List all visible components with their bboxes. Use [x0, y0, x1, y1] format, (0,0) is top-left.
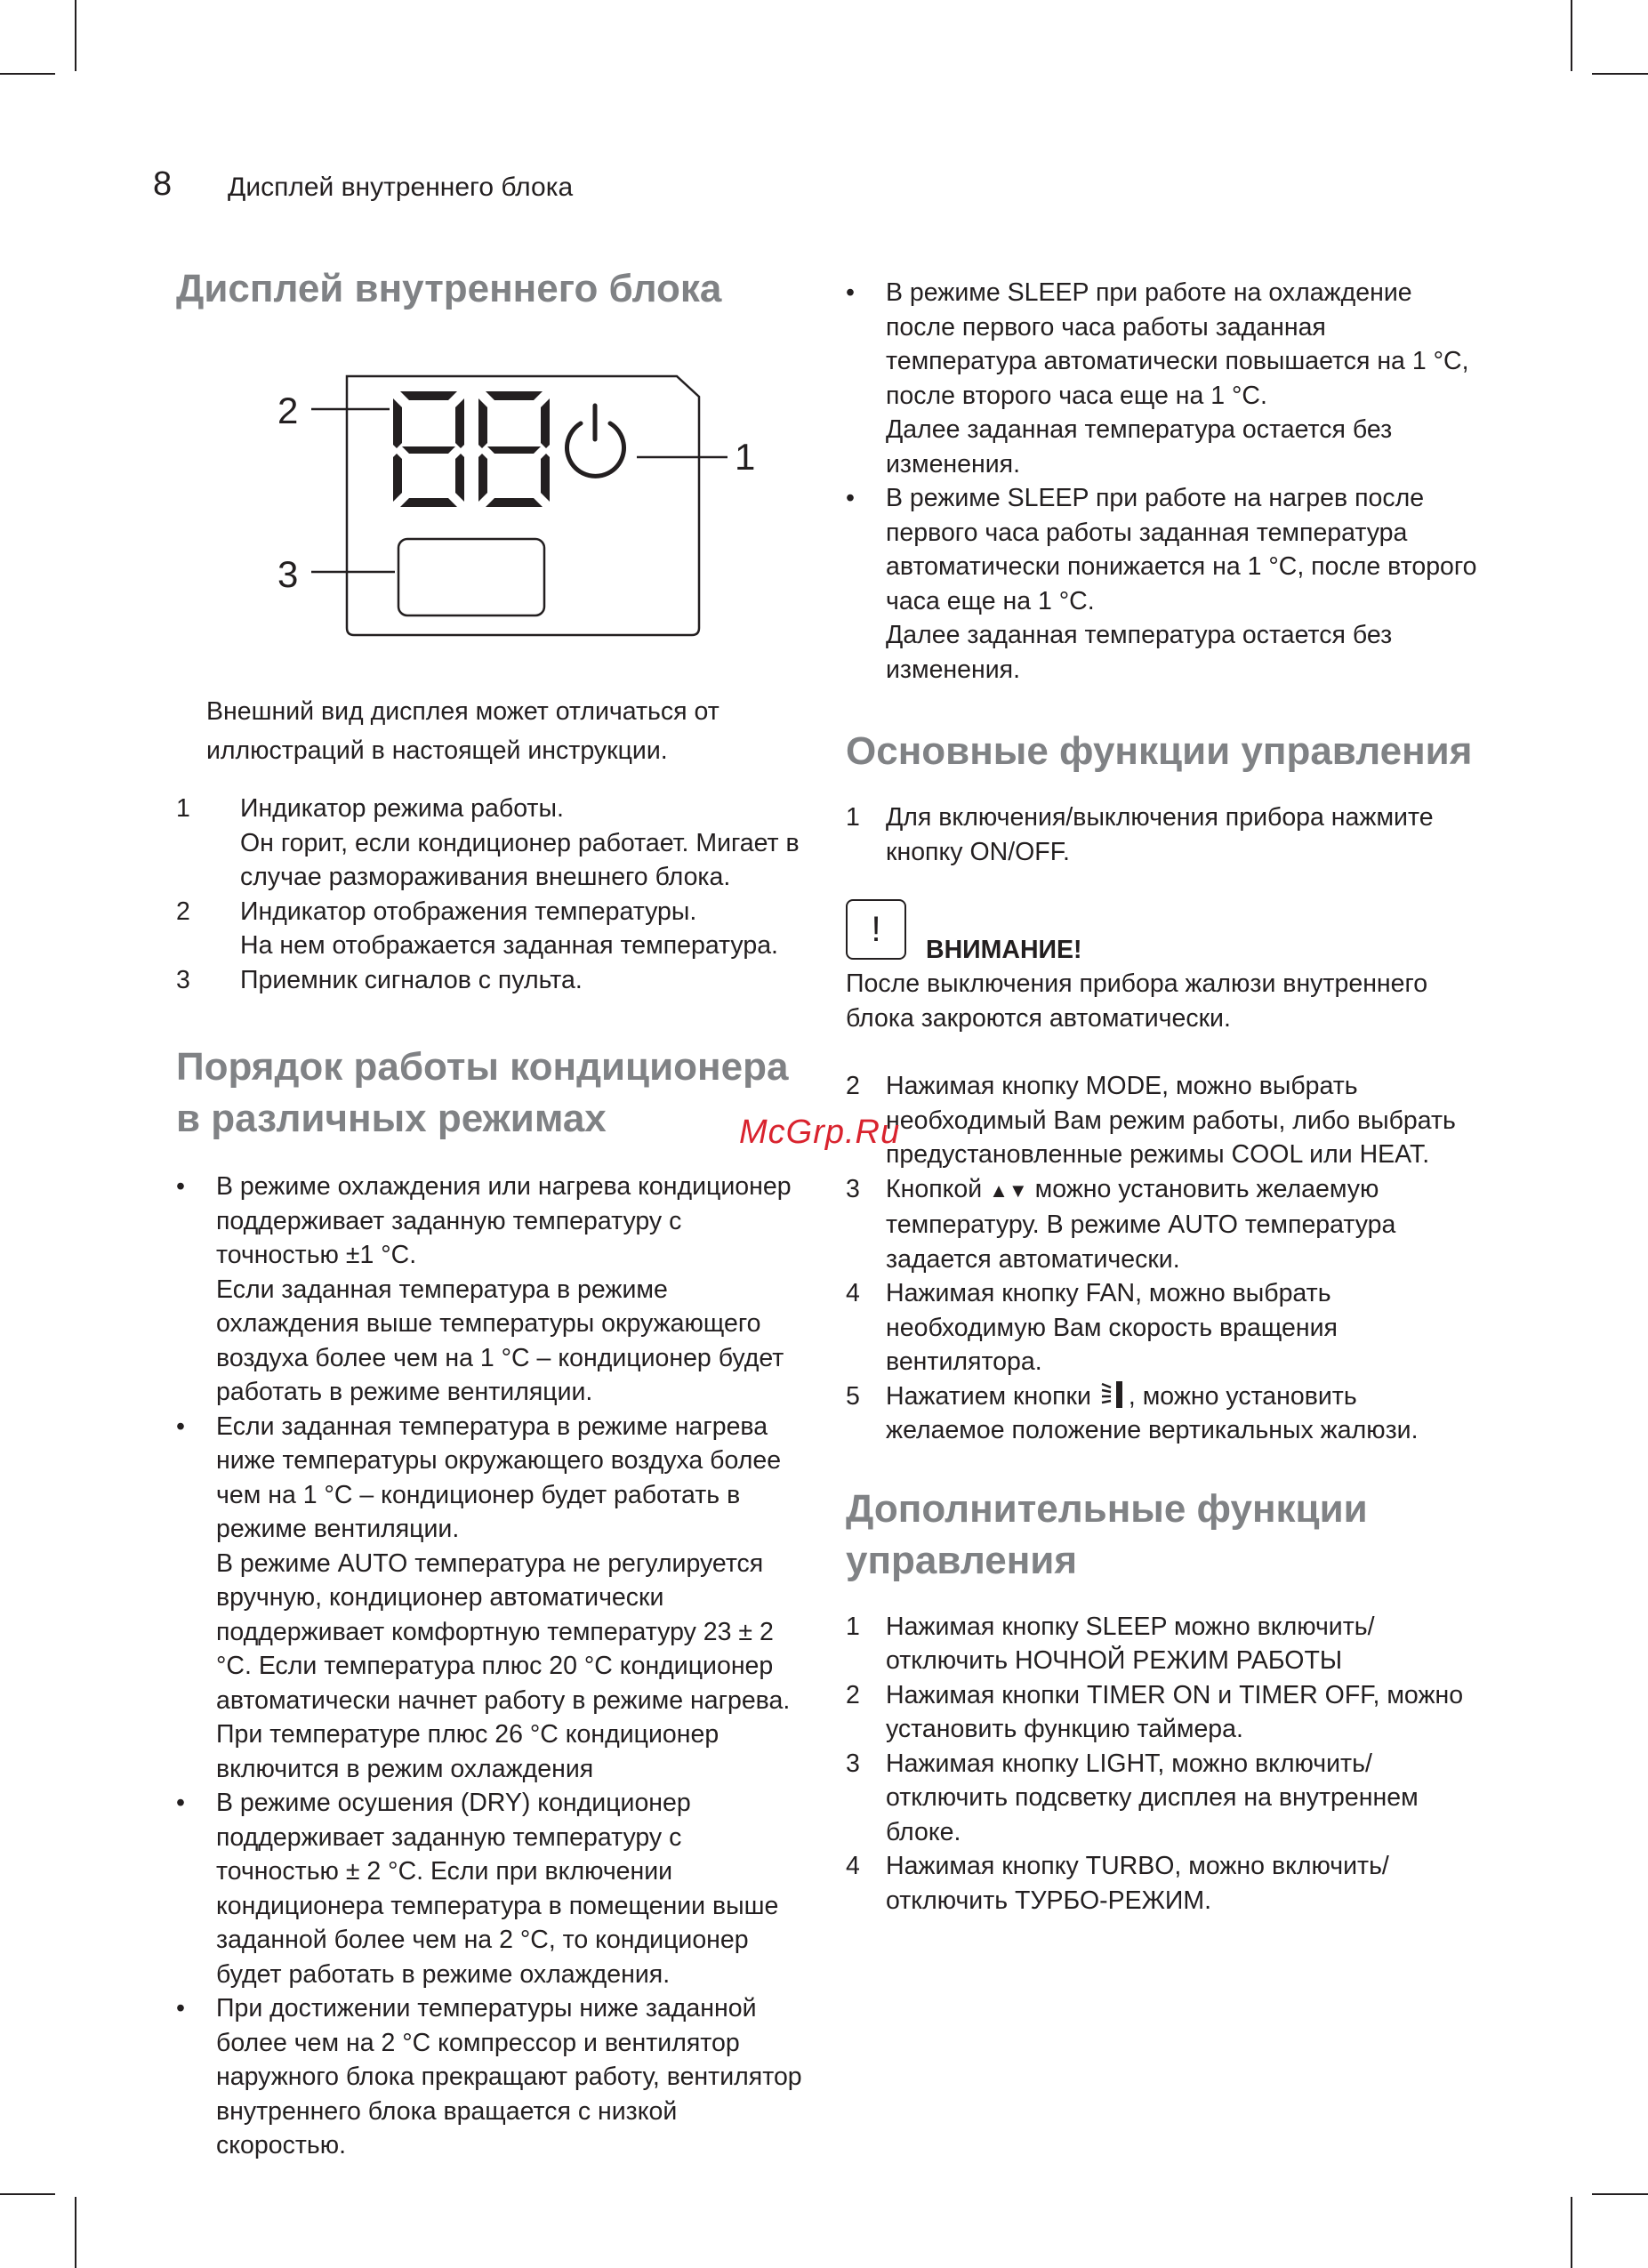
running-title: Дисплей внутреннего блока	[228, 173, 574, 202]
list-item: 3 Нажимая кнопку LIGHT, можно включить/отключить подсветку дисплея на внутреннем блоке.	[846, 1749, 1419, 1846]
list-item: • В режиме SLEEP при работе на охлаждение после первого часа работы заданная температура автоматически повышается на 1 °C, после второго часа еще на 1 °C. Далее заданная температура остается без изменения.	[846, 276, 1479, 481]
list-item: 4 Нажимая кнопку TURBO, можно включить/отключить ТУРБО-РЕЖИМ.	[846, 1852, 1389, 1915]
power-icon	[567, 406, 624, 476]
up-down-arrows-icon: ▲▼	[989, 1178, 1028, 1202]
warning-text: После выключения прибора жалюзи внутреннего блока закроются автоматически.	[846, 969, 1428, 1033]
crop-mark	[75, 2197, 76, 2268]
segment-display	[393, 391, 550, 507]
warning-title: ВНИМАНИЕ!	[926, 936, 1082, 964]
display-illustration	[176, 372, 809, 639]
extra-section-title: Дополнительные функции управления	[846, 1486, 1368, 1582]
basic-list-2	[846, 1069, 1479, 1448]
page-number: 8	[153, 165, 173, 203]
modes-list-continued	[846, 276, 1479, 687]
list-item: 1 Нажимая кнопку SLEEP можно включить/отключить НОЧНОЙ РЕЖИМ РАБОТЫ	[846, 1612, 1375, 1675]
basic-section-title: Основные функции управления	[846, 729, 1473, 773]
warning-block	[846, 896, 1479, 967]
list-item: 1 Для включения/выключения прибора нажмите кнопку ON/OFF.	[846, 803, 1434, 866]
list-item: • В режиме охлаждения или нагрева кондиционер поддерживает заданную температуру с точностью ±1 °C. Если заданная температура в режиме охлаждения выше температуры окружающего воздуха более чем на 1 °C – кондиционер будет работать в режиме вентиляции.	[176, 1170, 809, 1410]
display-items	[176, 792, 809, 997]
basic-list-1	[846, 800, 1479, 869]
crop-mark	[1571, 2197, 1572, 2268]
list-item: 5 Нажатием кнопки , можно установить желаемое положение вертикальных жалюзи.	[846, 1379, 1479, 1448]
crop-mark	[1592, 73, 1648, 75]
list-item: 2 Индикатор отображения температуры. На нем отображается заданная температура.	[176, 897, 778, 960]
callout-3: 3	[277, 553, 299, 595]
callout-1: 1	[735, 436, 756, 478]
list-item: • В режиме осушения (DRY) кондиционер поддерживает заданную температуру с точностью ± 2 °C. Если при включении кондиционера температура в помещении выше заданной более чем на 2 °C, то кондиционер будет работать в режиме охлаждения.	[176, 1786, 809, 1991]
crop-mark	[0, 2193, 55, 2195]
crop-mark	[0, 73, 55, 75]
crop-mark	[1571, 0, 1572, 71]
list-item: 1 Индикатор режима работы. Он горит, если кондиционер работает. Мигает в случае размораживания внешнего блока.	[176, 794, 800, 891]
list-item: 3 Кнопкой ▲▼ можно установить желаемую температуру. В режиме AUTO температура задается автоматически.	[846, 1174, 1396, 1274]
display-section-title: Дисплей внутреннего блока	[176, 267, 722, 310]
list-item: 2 Нажимая кнопки TIMER ON и TIMER OFF, можно установить функцию таймера.	[846, 1680, 1464, 1743]
list-item: • В режиме SLEEP при работе на нагрев после первого часа работы заданная температура автоматически понижается на 1 °C, после второго часа еще на 1 °C. Далее заданная температура остается без изменения.	[846, 481, 1479, 687]
right-column	[846, 276, 1479, 1918]
display-note: Внешний вид дисплея может отличаться от иллюстраций в настоящей инструкции.	[206, 697, 719, 765]
crop-mark	[1592, 2193, 1648, 2195]
swing-louver-icon	[1098, 1379, 1129, 1410]
list-item: • Если заданная температура в режиме нагрева ниже температуры окружающего воздуха более чем на 1 °C – кондиционер будет работать в режиме вентиляции. В режиме AUTO температура не регулируется вручную, кондиционер автоматически поддерживает комфортную температуру 23 ± 2 °C. Если температура плюс 20 °C кондиционер автоматически начнет работу в режиме нагрева. При температуре плюс 26 °C кондиционер включится в режим охлаждения	[176, 1410, 809, 1787]
watermark: McGrp.Ru	[739, 1114, 901, 1151]
list-item: 3 Приемник сигналов с пульта.	[176, 965, 583, 994]
crop-mark	[75, 0, 76, 71]
list-item: 2 Нажимая кнопку MODE, можно выбрать необходимый Вам режим работы, либо выбрать предустановленные режимы COOL или HEAT.	[846, 1072, 1456, 1169]
extra-list	[846, 1610, 1479, 1918]
modes-list	[176, 1170, 809, 2163]
list-item: 4 Нажимая кнопку FAN, можно выбрать необходимую Вам скорость вращения вентилятора.	[846, 1279, 1338, 1376]
callout-2: 2	[277, 390, 299, 431]
warning-icon: !	[846, 899, 906, 960]
display-diagram	[176, 372, 809, 639]
list-item: • При достижении температуры ниже заданной более чем на 2 °C компрессор и вентилятор наружного блока прекращают работу, вентилятор внутреннего блока вращается с низкой скоростью.	[176, 1991, 809, 2163]
receiver-window	[398, 539, 544, 615]
left-column	[176, 263, 809, 2163]
modes-section-title: Порядок работы кондиционера в различных режимах	[176, 1045, 789, 1140]
